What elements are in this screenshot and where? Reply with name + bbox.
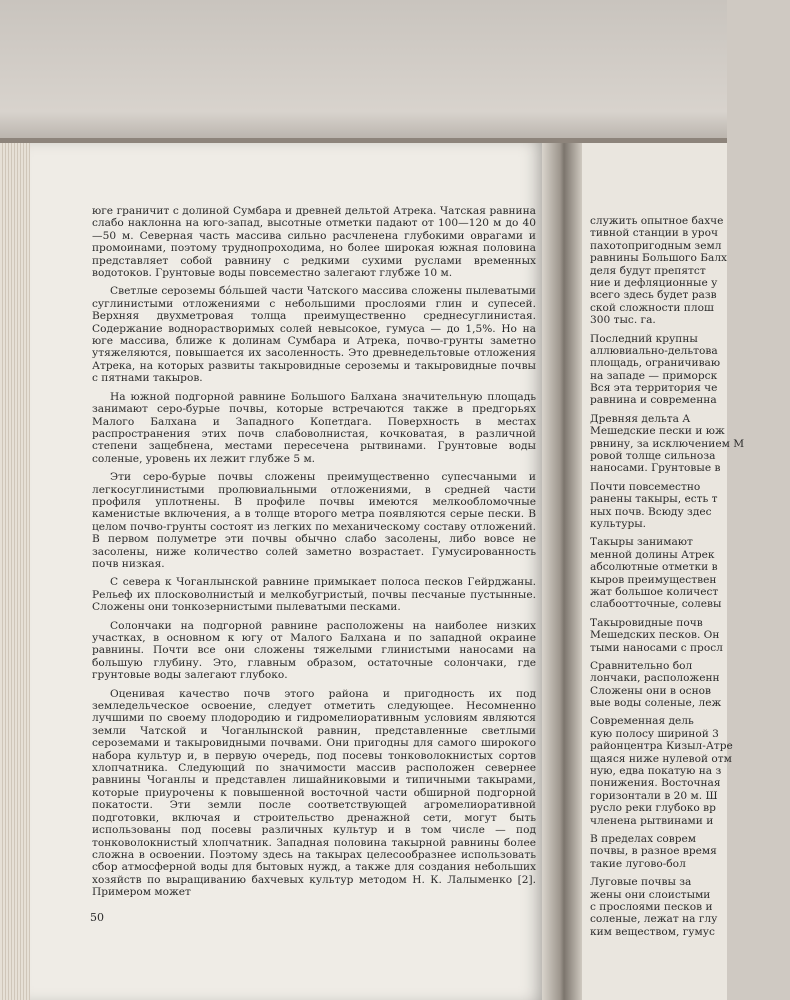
text-line: 300 тыс. га.	[590, 314, 656, 327]
text-line: горизонтали в 20 м. Ш	[590, 789, 718, 802]
text-line: равнина и современна	[590, 394, 717, 407]
text-line: районцентра Кизыл-Атре	[590, 740, 733, 753]
text-line: ных почв. Всюду здес	[590, 505, 712, 518]
text-line: Современная дель	[590, 715, 694, 728]
text-line: культуры.	[590, 517, 647, 530]
paragraph: Светлые сероземы бо́льшей части Чатского массива сложены пылеватыми суглинистыми отложениями с небольшими прослоями глин и супесей. Верхняя двухметровая толща преимущественно среднесуглинистая. Содержание воднорастворимых солей невысокое, гумуса — до 1,5%. Но на юге массива, ближе к долинам Сумбара и Атрека, почво-грунты заметно утяжеляются, повышается их засоленность. Это древнедельтовые отложения Атрека, на которых развиты такыровидные сероземы и такыровидные почвы с пятнами такыров.	[92, 285, 536, 385]
book-gutter	[542, 143, 582, 1000]
text-line: кыров преимуществен	[590, 573, 717, 586]
text-line: менной долины Атрек	[590, 548, 715, 561]
text-line: жены они слоистыми	[590, 888, 711, 901]
text-line: служить опытное бахче	[590, 215, 724, 227]
text-line: деля будут препятст	[590, 264, 706, 277]
text-line: площадь, ограничиваю	[590, 357, 721, 370]
text-line: кую полосу шириной 3	[590, 727, 719, 740]
text-line: всего здесь будет разв	[590, 289, 717, 302]
text-line: слабоотточные, солевы	[590, 598, 722, 611]
text-line: Древняя дельта А	[590, 412, 691, 425]
text-line: ровой толще сильноза	[590, 450, 716, 463]
text-line: наносами. Грунтовые в	[590, 462, 721, 475]
text-line: В пределах соврем	[590, 832, 697, 845]
text-line: Мешедские пески и юж	[590, 425, 725, 438]
text-line: Последний крупны	[590, 332, 698, 345]
text-line: почвы, в разное время	[590, 845, 717, 858]
text-line: абсолютные отметки в	[590, 561, 718, 574]
text-line: Сравнительно бол	[590, 659, 693, 672]
text-line: лончаки, расположенн	[590, 672, 720, 685]
paragraph: На южной подгорной равнине Большого Балхана значительную площадь занимают серо-бурые почвы, которые встречаются также в предгорьях Малого Балхана и Западного Копетдага. Поверхность в местах распространения этих почв слабоволнистая, кочковатая, в различной степени защебнена, местами пересечена рытвинами. Грунтовые воды соленые, уровень их лежит глубже 5 м.	[92, 390, 536, 465]
page-stack-edge	[0, 143, 30, 1000]
scan-background	[0, 0, 727, 140]
paragraph: юге граничит с долиной Сумбара и древней дельтой Атрека. Чатская равнина слабо наклонна на юго-запад, высотные отметки падают от 100—120 м до 40—50 м. Северная часть массива сильно расчленена глубокими оврагами и промоинами, поэтому труднопроходима, но более широкая южная половина представляет собой равнину с редкими сухими руслами временных водотоков. Грунтовые воды повсеместно залегают глубже 10 м.	[92, 205, 536, 280]
text-line: тыми наносами с просл	[590, 641, 723, 654]
text-line: Сложены они в основ	[590, 684, 712, 697]
text-line: понижения. Восточная	[590, 777, 721, 790]
text-line: Вся эта территория че	[590, 382, 718, 395]
page-number: 50	[90, 911, 104, 924]
right-page-text	[590, 215, 790, 938]
text-line: ную, едва покатую на з	[590, 765, 722, 778]
paragraph: Солончаки на подгорной равнине расположены на наиболее низких участках, в основном к югу от Малого Балхана и по западной окраине равнины. Почти все они сложены тяжелыми глинистыми наносами на большую глубину. Это, главным образом, остаточные солончаки, где грунтовые воды залегают глубоко.	[92, 619, 536, 682]
text-line: пахотопригодным земл	[590, 239, 722, 252]
text-line: Такыры занимают	[590, 536, 693, 549]
text-line: Луговые почвы за	[590, 876, 692, 889]
text-line: ранены такыры, есть т	[590, 493, 718, 506]
text-line: на западе — приморск	[590, 369, 718, 382]
text-line: с прослоями песков и	[590, 900, 713, 913]
text-line: жат большое количест	[590, 585, 719, 598]
text-line: аллювиально-дельтова	[590, 344, 718, 357]
text-line: тивной станции в уроч	[590, 227, 718, 240]
text-line: рвнину, за исключением М	[590, 437, 745, 450]
text-line: соленые, лежат на глу	[590, 913, 718, 926]
text-line: щаяся ниже нулевой отм	[590, 752, 732, 765]
text-line: Мешедских песков. Он	[590, 629, 720, 642]
right-page	[582, 143, 745, 1000]
left-page	[30, 143, 542, 1000]
text-line: ской сложности плош	[590, 301, 714, 314]
text-line: вые воды соленые, леж	[590, 697, 722, 710]
text-line: равнины Большого Балх	[590, 252, 728, 265]
left-page-text	[92, 205, 536, 905]
paragraph: Эти серо-бурые почвы сложены преимущественно супесчаными и легкосуглинистыми пролювиальными отложениями, в средней части профиля уплотнены. В профиле почвы имеются мелкообломочные каменистые включения, а в толще второго метра появляются серые пески. В целом почво-грунты состоят из легких по механическому составу отложений. В первом полуметре эти почвы обычно слабо засолены, либо вовсе не засолены, ниже количество солей заметно возрастает. Гумусированность почв низкая.	[92, 471, 536, 570]
text-line: Почти повсеместно	[590, 480, 701, 493]
text-line: членена рытвинами и	[590, 814, 714, 827]
paragraph: Оценивая качество почв этого района и пригодность их под земледельческое освоение, следует отметить следующее. Несомненно лучшими по своему плодородию и гидромелиоративным условиям являются земли Чатской и Чоганлынской равнин, представленные светлыми сероземами и такыровидными почвами. Они пригодны для самого широкого набора культур и, в первую очередь, под посевы тонковолокнистых сортов хлопчатника. Следующий по значимости массив расположен севернее равнины Чоганлы и представлен лишайниковыми и типичными такырами, которые приурочены к повышенной восточной части обширной подгорной покатости. Эти земли после соответствующей агромелиоративной подготовки, включая и строительство дренажной сети, могут быть использованы под посевы различных культур и в том числе — под тонковолокнистый хлопчатник. Западная половина такырной равнины более сложна в освоении. Поэтому здесь на такырах целесообразнее использовать сбор атмосферной воды для бытовых нужд, а также для создания небольших хозяйств по выращиванию бахчевых культур методом Н. К. Лалыменко [2]. Примером может	[92, 687, 536, 899]
text-line: русло реки глубоко вр	[590, 802, 716, 815]
text-line: Такыровидные почв	[590, 616, 703, 629]
paragraph: С севера к Чоганлынской равнине примыкает полоса песков Гейрджаны. Рельеф их плосковолнистый и мелкобугристый, почвы песчаные пустынные. Сложены они тонкозернистыми пылеватыми песками.	[92, 576, 536, 614]
text-line: такие лугово-бол	[590, 857, 686, 870]
text-line: ким веществом, гумус	[590, 925, 715, 938]
text-line: ние и дефляционные у	[590, 276, 718, 289]
